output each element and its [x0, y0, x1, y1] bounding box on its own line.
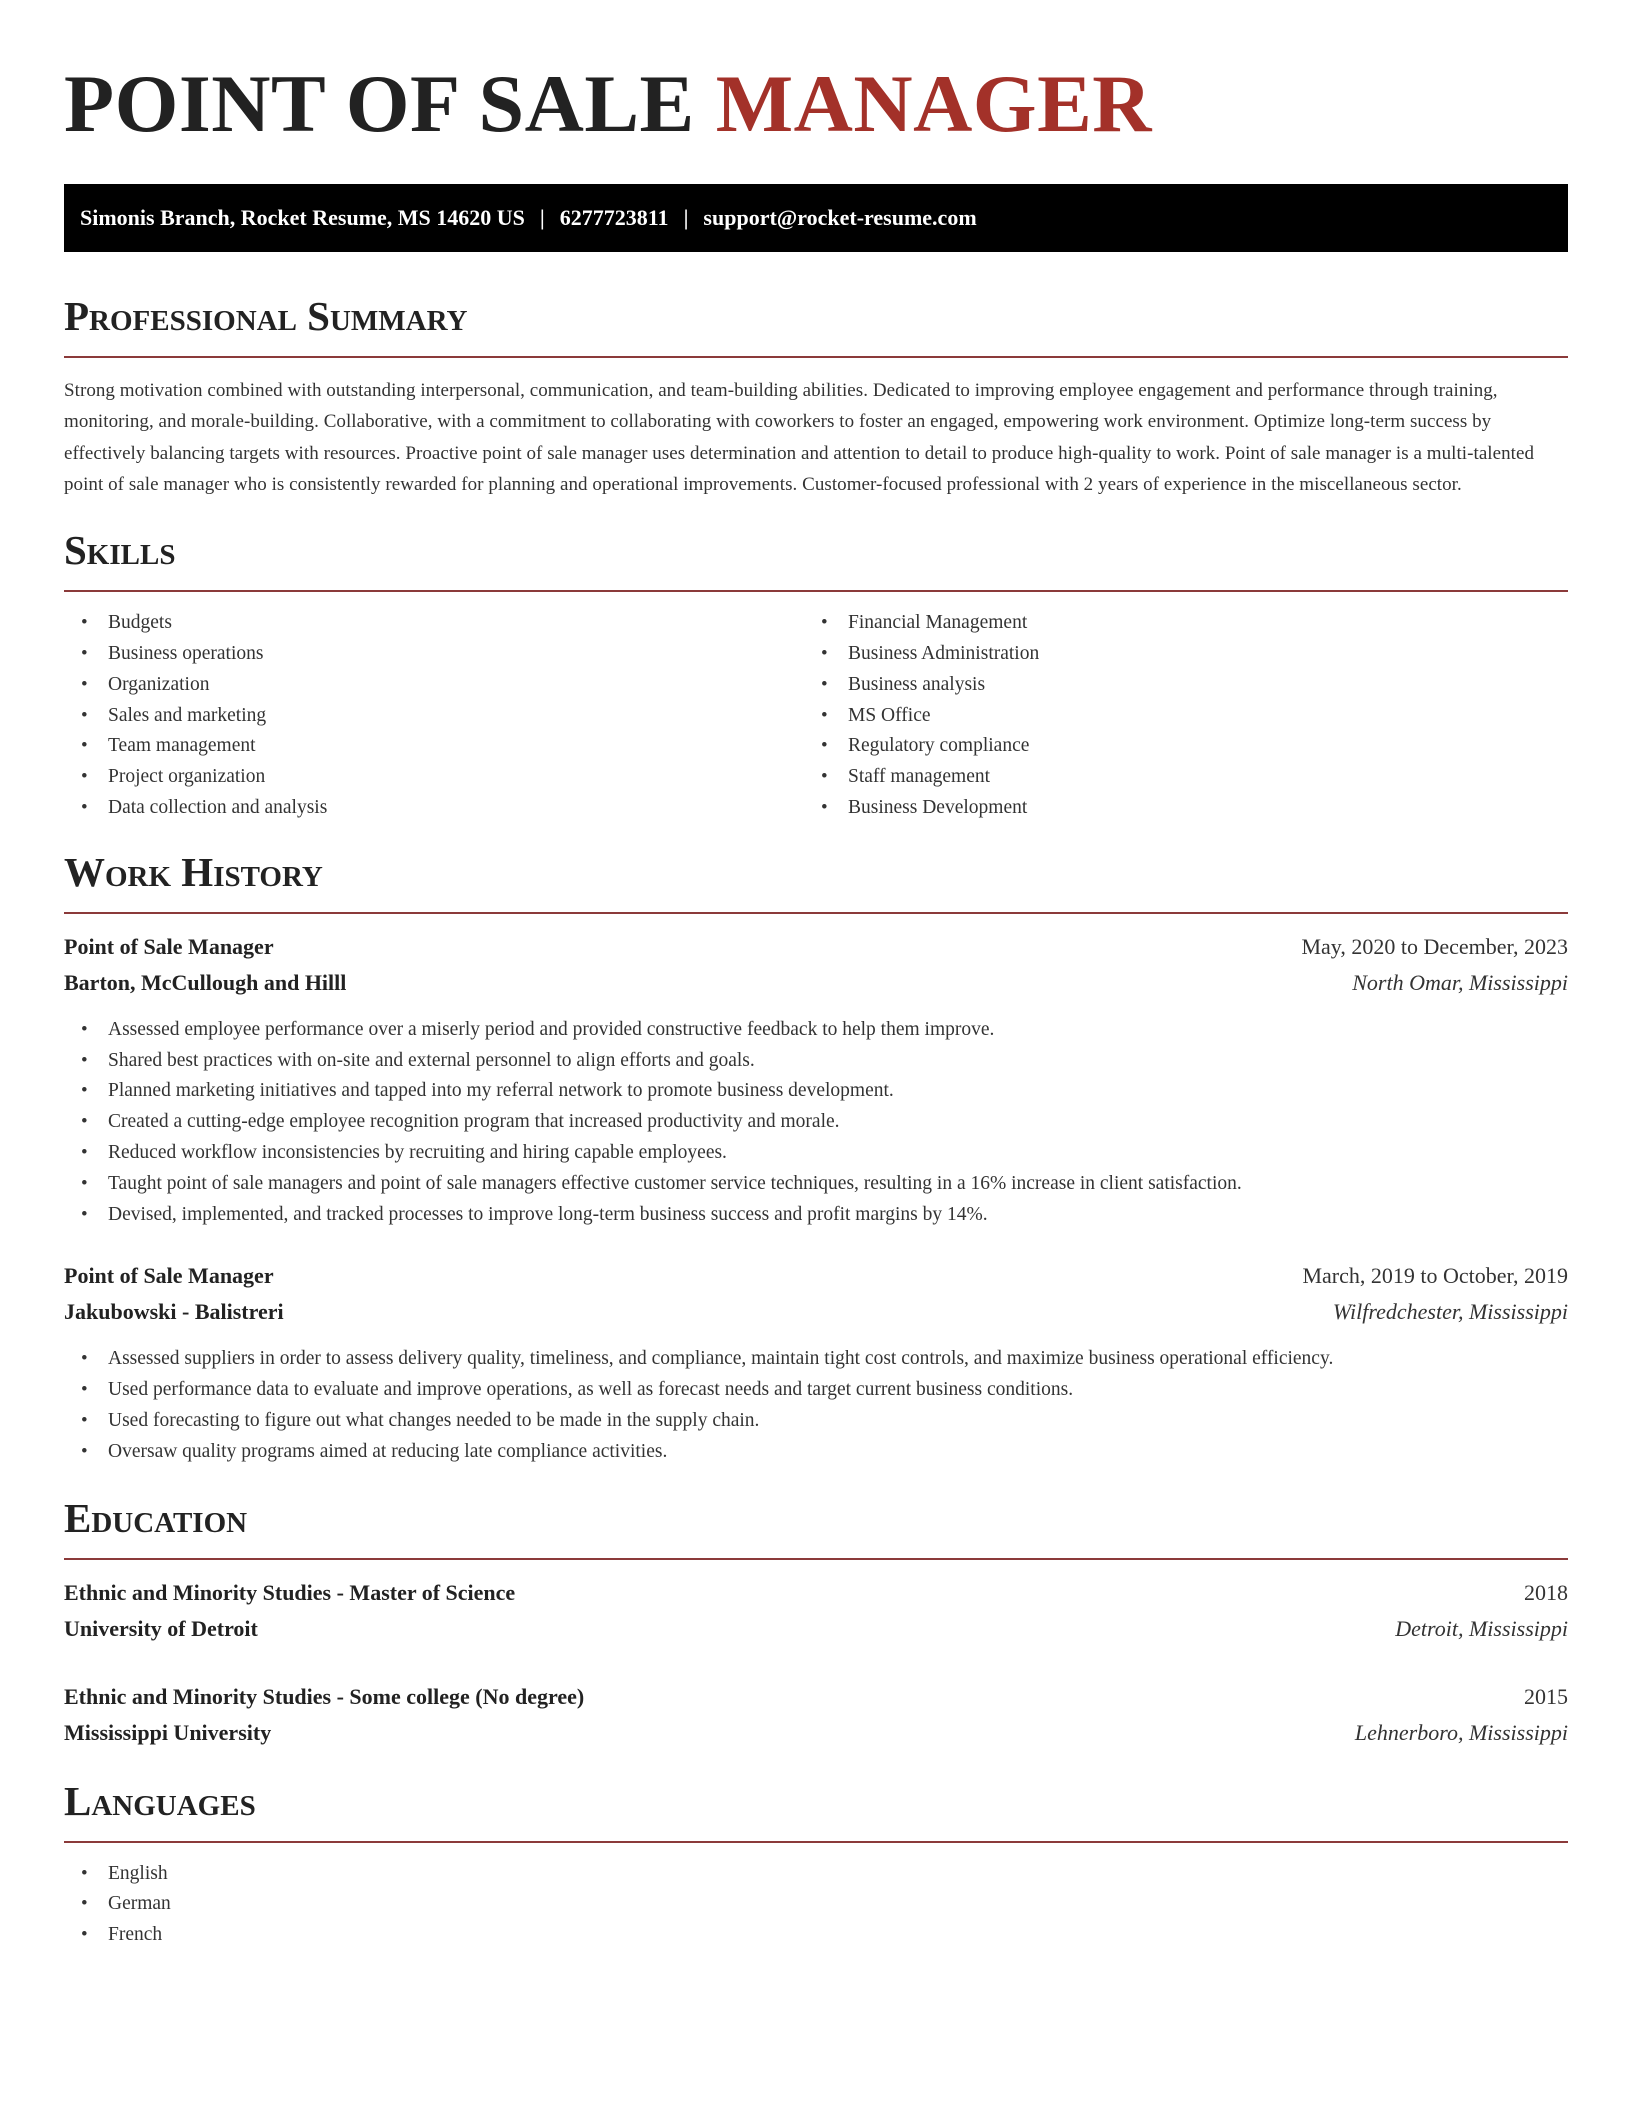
job-entry [64, 1258, 1568, 1467]
job-bullet: • Devised, implemented, and tracked processes to improve long-term business success and profit margins by 14%. [64, 1200, 1568, 1231]
skill-item: • Business Development [804, 793, 1544, 824]
languages-heading: Languages [64, 1777, 256, 1824]
job-bullet: • Used forecasting to figure out what changes needed to be made in the supply chain. [64, 1406, 1568, 1437]
education-entry [64, 1679, 1568, 1751]
education-location: Detroit, Mississippi [1395, 1615, 1568, 1641]
section-divider [64, 912, 1568, 914]
job-location: North Omar, Mississippi [1352, 969, 1568, 995]
work-heading: Work History [64, 848, 323, 895]
summary-heading: Professional Summary [64, 293, 468, 339]
language-item: • German [64, 1889, 1568, 1920]
job-header-row [64, 1258, 1568, 1294]
contact-address: Simonis Branch, Rocket Resume, MS 14620 US [80, 205, 525, 230]
job-bullet: • Assessed employee performance over a miserly period and provided constructive feedback to help them improve. [64, 1015, 1568, 1046]
job-bullets [64, 1015, 1568, 1231]
education-school: Mississippi University [64, 1719, 272, 1745]
education-header-row [64, 1679, 1568, 1715]
summary-section [64, 292, 1568, 500]
languages-list [64, 1859, 1568, 1951]
languages-section [64, 1777, 1568, 1951]
job-bullet: • Reduced workflow inconsistencies by recruiting and hiring capable employees. [64, 1138, 1568, 1169]
section-divider [64, 590, 1568, 592]
job-company-row [64, 965, 1568, 1001]
job-bullet: • Created a cutting-edge employee recognition program that increased productivity and morale. [64, 1107, 1568, 1138]
contact-email[interactable]: support@rocket-resume.com [703, 205, 977, 230]
job-entry [64, 929, 1568, 1231]
contact-separator: | [683, 205, 689, 230]
skills-heading: Skills [64, 527, 176, 574]
job-bullet: • Taught point of sale managers and point of sale managers effective customer service techniques, resulting in a 16% increase in client satisfaction. [64, 1169, 1568, 1200]
job-header-row [64, 929, 1568, 965]
job-bullet: • Oversaw quality programs aimed at reducing late compliance activities. [64, 1437, 1568, 1468]
contact-bar [64, 184, 1568, 252]
summary-text: Strong motivation combined with outstanding interpersonal, communication, and team-building abilities. Dedicated to improving employee engagement and performance through training, monitoring, and morale-building. Collaborative, with a commitment to collaborating with coworkers to foster an engaged, empowering work environment. Optimize long-term success by effectively balancing targets with resources. Proactive point of sale manager uses determination and attention to detail to produce high-quality to work. Point of sale manager is a multi-talented point of sale manager who is consistently rewarded for planning and operational improvements. Customer-focused professional with 2 years of experience in the miscellaneous sector. [64, 380, 1535, 495]
education-heading: Education [64, 1494, 248, 1541]
skill-item: • Business operations [64, 639, 804, 670]
job-bullet: • Used performance data to evaluate and improve operations, as well as forecast needs and target current business conditions. [64, 1375, 1568, 1406]
skill-item: • Data collection and analysis [64, 793, 804, 824]
job-title: Point of Sale Manager [64, 1263, 274, 1289]
language-item: • French [64, 1920, 1568, 1951]
language-item: • English [64, 1859, 1568, 1890]
skill-item: • Budgets [64, 608, 804, 639]
education-school-row [64, 1715, 1568, 1751]
education-school: University of Detroit [64, 1615, 258, 1641]
skill-item: • Organization [64, 670, 804, 701]
job-company: Barton, McCullough and Hilll [64, 969, 347, 995]
section-divider [64, 356, 1568, 358]
job-bullet: • Shared best practices with on-site and external personnel to align efforts and goals. [64, 1046, 1568, 1077]
job-bullet: • Planned marketing initiatives and tapped into my referral network to promote business development. [64, 1076, 1568, 1107]
skill-item: • Sales and marketing [64, 701, 804, 732]
contact-phone[interactable]: 6277723811 [559, 205, 669, 230]
title-accent: MANAGER [715, 58, 1152, 149]
job-bullet: • Assessed suppliers in order to assess delivery quality, timeliness, and compliance, maintain tight cost controls, and maximize business operational efficiency. [64, 1344, 1568, 1375]
job-dates: March, 2019 to October, 2019 [1302, 1263, 1568, 1289]
education-degree: Ethnic and Minority Studies - Some college (No degree) [64, 1683, 585, 1709]
education-location: Lehnerboro, Mississippi [1354, 1719, 1568, 1745]
skill-item: • Business analysis [804, 670, 1544, 701]
education-year: 2015 [1524, 1683, 1568, 1709]
education-school-row [64, 1611, 1568, 1647]
contact-separator: | [539, 205, 545, 230]
skill-item: • Staff management [804, 762, 1544, 793]
education-section [64, 1494, 1568, 1751]
job-dates: May, 2020 to December, 2023 [1301, 933, 1568, 959]
skills-list-right [804, 608, 1544, 824]
skills-grid [64, 608, 1568, 824]
skills-section [64, 526, 1568, 824]
title-main: POINT OF SALE [64, 58, 695, 149]
skill-item: • MS Office [804, 701, 1544, 732]
skill-item: • Business Administration [804, 639, 1544, 670]
skill-item: • Team management [64, 731, 804, 762]
skills-list-left [64, 608, 804, 824]
skill-item: • Financial Management [804, 608, 1544, 639]
section-divider [64, 1558, 1568, 1560]
resume-title [64, 0, 1568, 152]
section-divider [64, 1841, 1568, 1843]
job-title: Point of Sale Manager [64, 933, 274, 959]
education-header-row [64, 1575, 1568, 1611]
job-company-row [64, 1294, 1568, 1330]
skill-item: • Regulatory compliance [804, 731, 1544, 762]
job-location: Wilfredchester, Mississippi [1332, 1299, 1568, 1325]
job-bullets [64, 1344, 1568, 1467]
education-entry [64, 1575, 1568, 1647]
skill-item: • Project organization [64, 762, 804, 793]
work-section [64, 848, 1568, 1468]
education-degree: Ethnic and Minority Studies - Master of Science [64, 1579, 516, 1605]
job-company: Jakubowski - Balistreri [64, 1299, 284, 1325]
education-year: 2018 [1524, 1579, 1568, 1605]
